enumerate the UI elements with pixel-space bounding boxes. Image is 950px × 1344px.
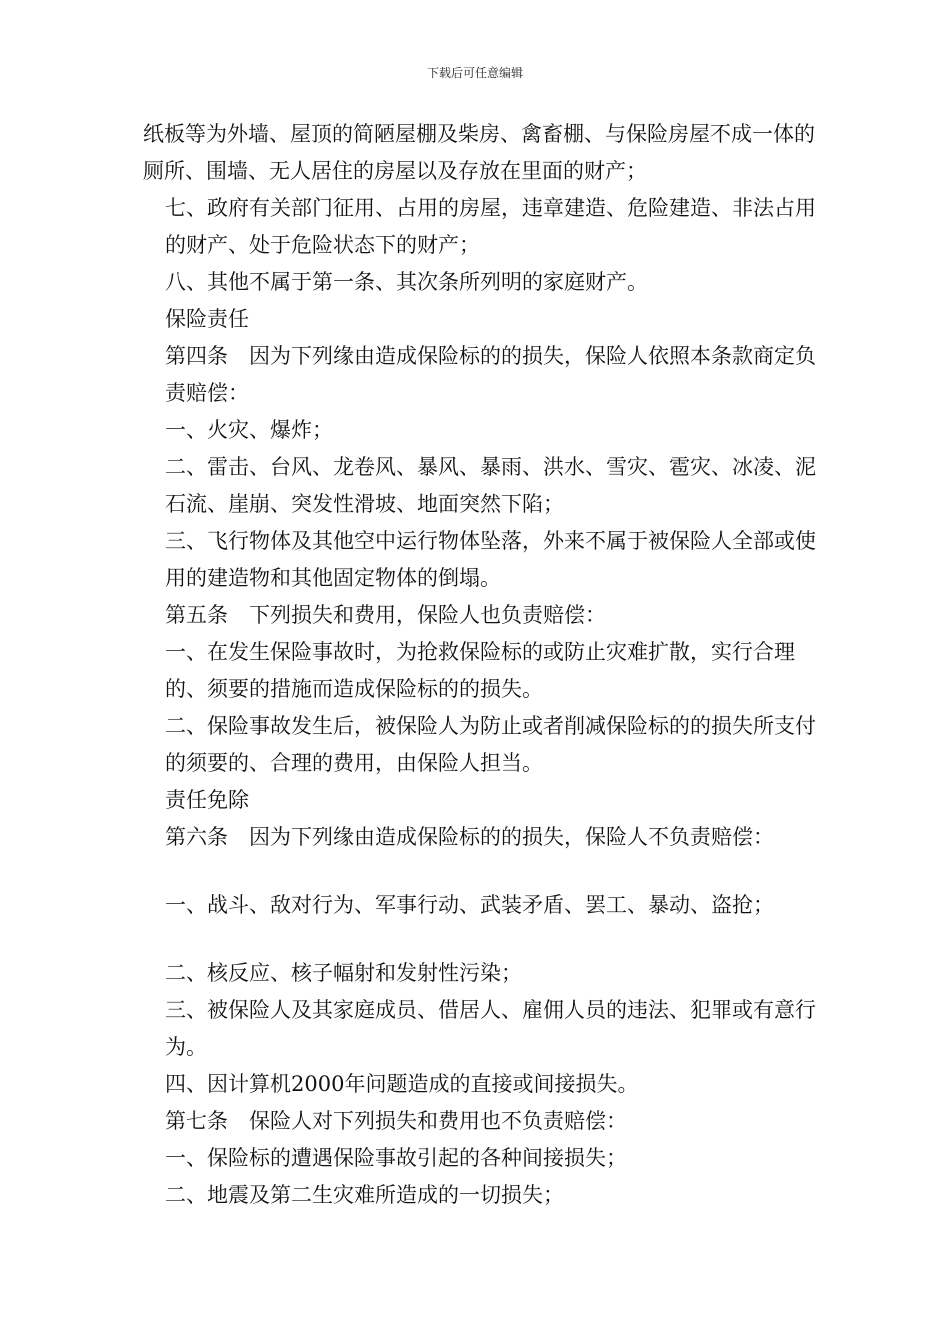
clause-heading: 第七条 保险人对下列损失和费用也不负责赔偿： <box>165 1109 627 1133</box>
list-item: 四、因计算机2000年问题造成的直接或间接损失。 <box>165 1072 639 1096</box>
paragraph: 八、其他不属于第一条、其次条所列明的家庭财产。 <box>165 270 648 294</box>
list-item: 一、战斗、敌对行为、军事行动、武装矛盾、罢工、暴动、盗抢； <box>165 893 774 917</box>
clause-heading: 第四条 因为下列缘由造成保险标的的损失，保险人依照本条款商定负责赔偿： <box>165 344 816 405</box>
page-header: 下载后可任意编辑 <box>426 66 523 80</box>
paragraph: 纸板等为外墙、屋顶的简陋屋棚及柴房、禽畜棚、与保险房屋不成一体的厕所、围墙、无人居住的房屋以及存放在里面的财产； <box>143 122 815 183</box>
list-item: 一、在发生保险事故时，为抢救保险标的或防止灾难扩散，实行合理的、须要的措施而造成保险标的的损失。 <box>165 640 795 701</box>
clause-heading: 第六条 因为下列缘由造成保险标的的损失，保险人不负责赔偿： <box>165 825 774 849</box>
list-item: 二、雷击、台风、龙卷风、暴风、暴雨、洪水、雪灾、雹灾、冰凌、泥石流、崖崩、突发性滑坡、地面突然下陷； <box>165 455 816 516</box>
list-item: 二、地震及第二生灾难所造成的一切损失； <box>165 1183 564 1207</box>
list-item: 三、被保险人及其家庭成员、借居人、雇佣人员的违法、犯罪或有意行为。 <box>165 998 816 1059</box>
list-item: 二、核反应、核子幅射和发射性污染； <box>165 961 522 985</box>
list-item: 三、飞行物体及其他空中运行物体坠落，外来不属于被保险人全部或使用的建造物和其他固定物体的倒塌。 <box>165 529 816 590</box>
document-body <box>143 116 823 1214</box>
list-item: 一、保险标的遭遇保险事故引起的各种间接损失； <box>165 1146 627 1170</box>
section-heading: 责任免除 <box>165 788 249 812</box>
list-item: 一、火灾、爆炸； <box>165 418 333 442</box>
clause-heading: 第五条 下列损失和费用，保险人也负责赔偿： <box>165 603 606 627</box>
section-heading: 保险责任 <box>165 307 249 331</box>
paragraph: 七、政府有关部门征用、占用的房屋，违章建造、危险建造、非法占用的财产、处于危险状态下的财产； <box>165 196 816 257</box>
list-item: 二、保险事故发生后，被保险人为防止或者削减保险标的的损失所支付的须要的、合理的费用，由保险人担当。 <box>165 714 816 775</box>
